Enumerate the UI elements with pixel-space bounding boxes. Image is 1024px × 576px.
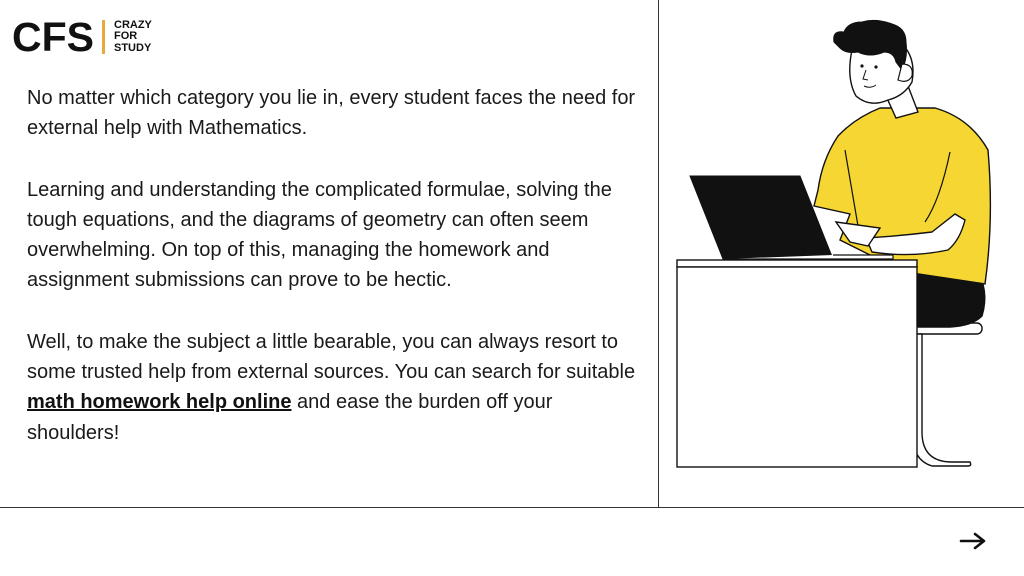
eye <box>874 65 877 68</box>
desk-top <box>677 260 917 267</box>
vertical-divider <box>658 0 659 508</box>
logo-main-text: CFS <box>12 13 94 60</box>
paragraph-solution-text-start: Well, to make the subject a little bearable, you can always resort to some trusted help from external sources. You can search for suitable <box>27 330 636 384</box>
horizontal-divider <box>0 507 1024 508</box>
paragraph-challenges: Learning and understanding the complicated formulae, solving the tough equations, and the diagrams of geometry can often seem overwhelming. On top of this, managing the homework and assignment submissions can prove to be hectic. <box>27 178 612 292</box>
math-homework-help-link[interactable]: math homework help online <box>27 391 292 414</box>
logo-subtitle <box>114 20 152 55</box>
brand-logo <box>12 13 152 60</box>
person-laptop-illustration <box>670 10 1010 480</box>
laptop-screen <box>690 176 833 259</box>
eye <box>860 64 863 67</box>
paragraph-intro: No matter which category you lie in, every student faces the need for external help with Mathematics. <box>27 87 636 140</box>
logo-subtitle-line: FOR <box>114 30 138 43</box>
paragraph-solution-text-end: and ease the burden off your shoulders! <box>27 391 553 444</box>
main-content <box>27 83 642 479</box>
arrow-right-icon <box>959 531 987 551</box>
logo-divider <box>102 20 105 54</box>
logo-subtitle-line: STUDY <box>114 41 152 54</box>
logo-subtitle-line: CRAZY <box>114 18 152 31</box>
stool <box>910 323 982 466</box>
paragraph-solution <box>27 327 642 448</box>
desk-body <box>677 267 917 467</box>
next-slide-button[interactable] <box>957 527 989 555</box>
